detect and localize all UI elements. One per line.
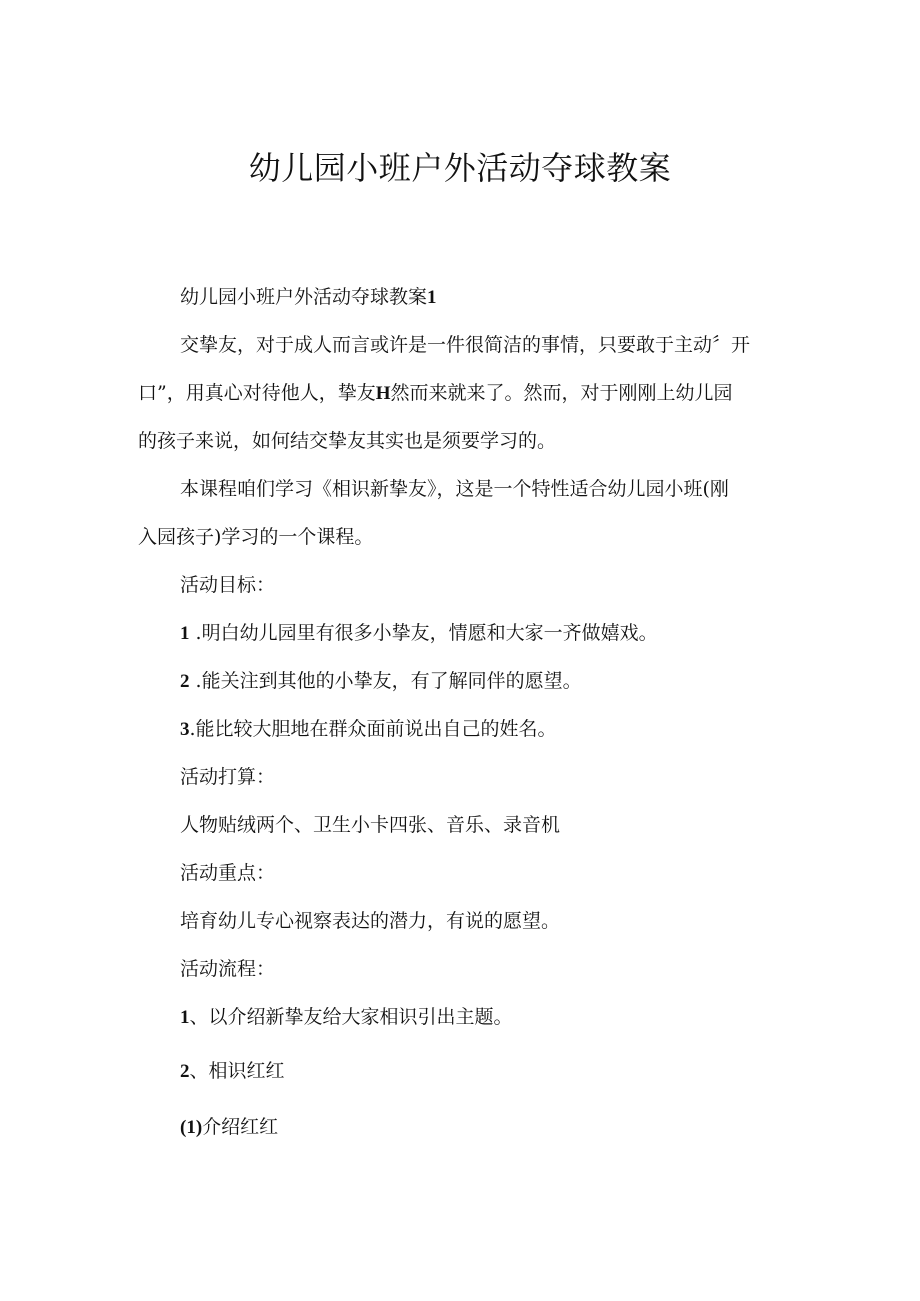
preparation-text: 人物贴绒两个、卫生小卡四张、音乐、录音机 [180, 814, 561, 836]
paragraph-2-line-2: 入园孩子)学习的一个课程。 [138, 526, 374, 548]
flow-item-1-number: 1 [180, 1007, 190, 1028]
goal-item-3-text: .能比较大胆地在群众面前说出自己的姓名。 [189, 718, 557, 740]
key-point-heading: 活动重点： [180, 862, 276, 884]
paragraph-1-line-3: 的孩子来说，如何结交挚友其实也是须要学习的。 [138, 430, 557, 452]
preparation-heading: 活动打算： [180, 766, 276, 788]
goal-item-2-number: 2 [180, 671, 190, 692]
paragraph-1-line-1: 交挚友，对于成人而言或许是一件很简洁的事情，只要敢于主动〞开 [180, 334, 751, 356]
paragraph-1-line-2-end: 然而来就来了。然而，对于刚刚上幼儿园 [390, 382, 733, 404]
flow-item-1 [180, 1004, 513, 1031]
flow-item-1-text: 、以介绍新挚友给大家相识引出主题。 [189, 1006, 513, 1028]
goal-item-1-number: 1 [180, 623, 190, 644]
paragraph-1-line-2 [138, 380, 733, 407]
key-point-text: 培育幼儿专心视察表达的潜力，有说的愿望。 [180, 910, 561, 932]
flow-subitem-1 [180, 1114, 278, 1141]
paragraph-1-line-2-start: 口”，用真心对待他人，挚友 [138, 382, 376, 404]
paragraph-1-line-2-glyph: H [375, 383, 391, 404]
flow-item-2-number: 2 [180, 1061, 190, 1082]
section-heading [180, 284, 437, 311]
document-title: 幼儿园小班户外活动夺球教案 [248, 149, 672, 187]
section-heading-number: 1 [427, 287, 437, 308]
goal-item-3-number: 3 [180, 719, 190, 740]
flow-heading: 活动流程： [180, 958, 276, 980]
flow-subitem-1-number: (1) [180, 1117, 203, 1138]
paragraph-2-line-1: 本课程咱们学习《相识新挚友》，这是一个特性适合幼儿园小班(刚 [180, 478, 729, 500]
goals-heading: 活动目标： [180, 574, 276, 596]
flow-item-2 [180, 1058, 285, 1085]
goal-item-1-text: .明白幼儿园里有很多小挚友，情愿和大家一齐做嬉戏。 [189, 622, 658, 644]
section-heading-text: 幼儿园小班户外活动夺球教案 [180, 286, 428, 308]
goal-item-2 [180, 668, 582, 695]
flow-subitem-1-text: 介绍红红 [202, 1116, 279, 1138]
flow-item-2-text: 、相识红红 [189, 1060, 285, 1082]
goal-item-3 [180, 716, 557, 743]
goal-item-2-text: .能关注到其他的小挚友，有了解同伴的愿望。 [189, 670, 582, 692]
goal-item-1 [180, 620, 658, 647]
